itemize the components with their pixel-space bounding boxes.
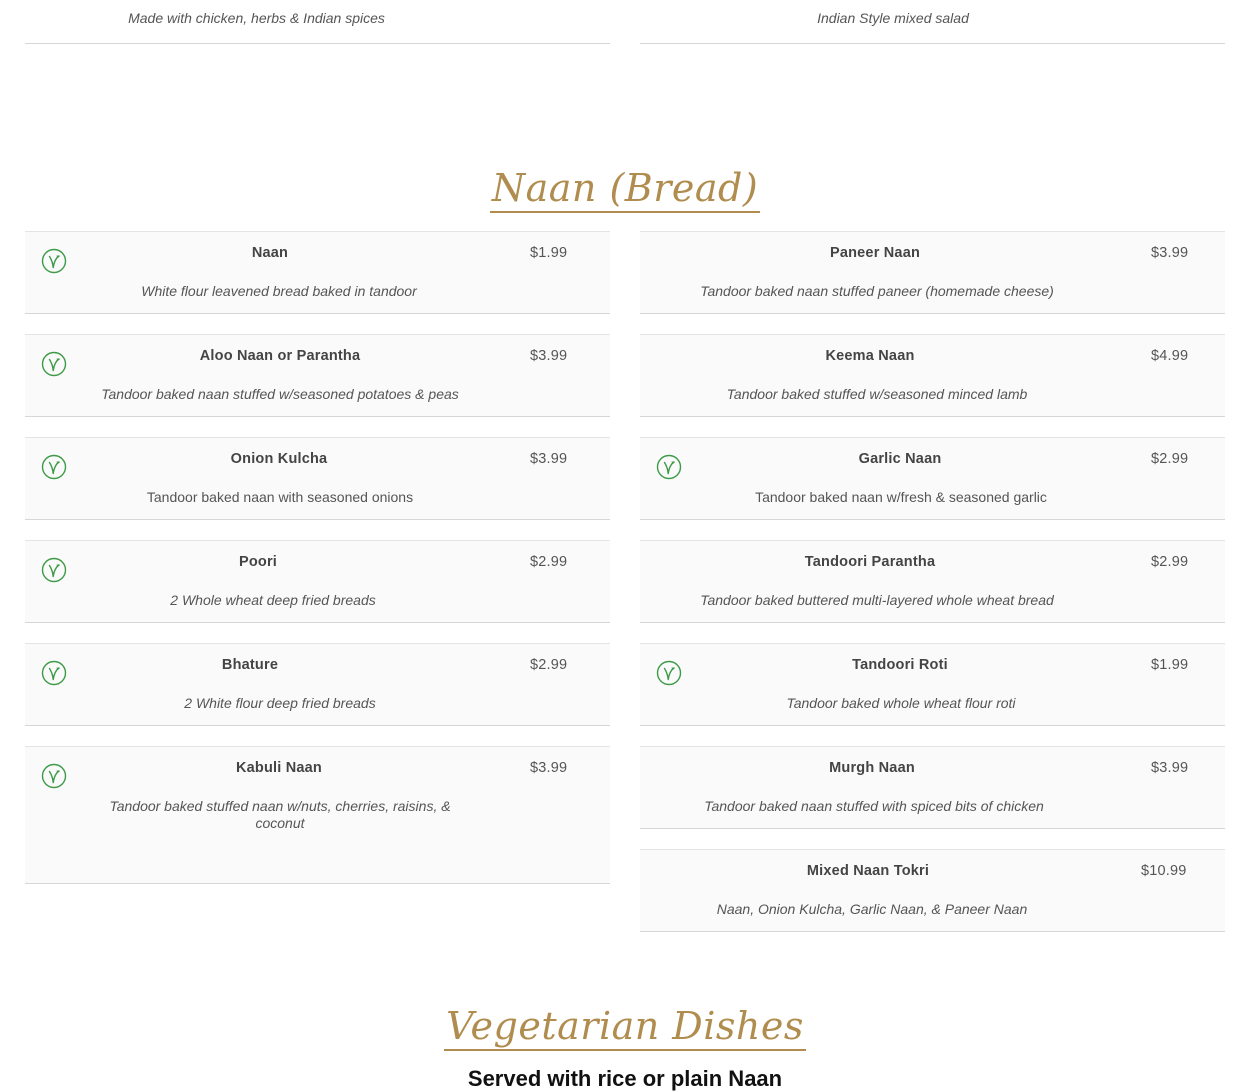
item-name: Aloo Naan or Parantha	[199, 348, 361, 364]
item-name: Paneer Naan	[829, 245, 921, 261]
item-name: Onion Kulcha	[230, 451, 328, 467]
item-description: 2 White flour deep fried breads	[184, 695, 376, 711]
item-name: Garlic Naan	[858, 451, 942, 467]
item-price: $3.99	[530, 451, 568, 467]
item-description: Indian Style mixed salad	[817, 10, 969, 26]
item-description: Tandoor baked naan stuffed paneer (homemade cheese)	[700, 283, 1054, 299]
item-name: Mixed Naan Tokri	[806, 863, 930, 879]
item-price: $2.99	[1151, 451, 1189, 467]
item-description: Tandoor baked naan with seasoned onions	[146, 489, 414, 505]
item-description: Tandoor baked naan stuffed w/seasoned potatoes & peas	[101, 386, 459, 402]
item-name: Bhature	[221, 657, 279, 673]
item-price: $10.99	[1141, 863, 1187, 879]
item-name: Murgh Naan	[829, 760, 915, 776]
section-subtitle: Served with rice or plain Naan	[467, 1066, 783, 1091]
item-name: Poori	[238, 554, 278, 570]
section-title-vegetarian: Vegetarian Dishes	[0, 1004, 1250, 1048]
menu-item-garlic-naan	[640, 437, 1225, 520]
item-price: $3.99	[1151, 245, 1189, 261]
item-price: $4.99	[1151, 348, 1189, 364]
vegetarian-leaf-icon	[41, 660, 67, 686]
item-description: Tandoor baked stuffed w/seasoned minced lamb	[726, 386, 1028, 402]
menu-item-keema-naan	[640, 334, 1225, 417]
item-description: Naan, Onion Kulcha, Garlic Naan, & Paneer Naan	[716, 901, 1028, 917]
item-description: White flour leavened bread baked in tandoor	[141, 283, 417, 299]
menu-item-card	[25, 0, 610, 44]
item-name: Tandoori Parantha	[804, 554, 936, 570]
menu-item-card	[640, 0, 1225, 44]
item-description: Tandoor baked naan stuffed with spiced bits of chicken	[704, 798, 1044, 814]
item-price: $3.99	[1151, 760, 1189, 776]
item-price: $2.99	[530, 554, 568, 570]
section-title-naan: Naan (Bread)	[0, 166, 1250, 210]
item-price: $1.99	[530, 245, 568, 261]
menu-item-aloo-naan	[25, 334, 610, 417]
menu-item-onion-kulcha	[25, 437, 610, 520]
item-name: Naan	[251, 245, 289, 261]
vegetarian-leaf-icon	[41, 557, 67, 583]
item-price: $2.99	[1151, 554, 1189, 570]
menu-item-murgh-naan	[640, 746, 1225, 829]
vegetarian-leaf-icon	[41, 351, 67, 377]
vegetarian-leaf-icon	[41, 248, 67, 274]
item-name: Kabuli Naan	[236, 760, 322, 776]
vegetarian-leaf-icon	[41, 454, 67, 480]
menu-item-mixed-naan-tokri	[640, 849, 1225, 932]
item-price: $3.99	[530, 348, 568, 364]
menu-item-bhature	[25, 643, 610, 726]
item-description: Tandoor baked buttered multi-layered whole wheat bread	[700, 592, 1054, 608]
item-price: $3.99	[530, 760, 568, 776]
item-description: 2 Whole wheat deep fried breads	[170, 592, 376, 608]
menu-item-paneer-naan	[640, 231, 1225, 314]
item-name: Tandoori Roti	[852, 657, 948, 673]
menu-item-tandoori-parantha	[640, 540, 1225, 623]
menu-item-tandoori-roti	[640, 643, 1225, 726]
item-description: Tandoor baked stuffed naan w/nuts, cherries, raisins, & coconut	[109, 798, 451, 831]
menu-item-poori	[25, 540, 610, 623]
item-description: Tandoor baked naan w/fresh & seasoned garlic	[755, 489, 1047, 505]
menu-item-kabuli-naan	[25, 746, 610, 884]
item-price: $2.99	[530, 657, 568, 673]
vegetarian-leaf-icon	[656, 454, 682, 480]
item-price: $1.99	[1151, 657, 1189, 673]
menu-item-naan	[25, 231, 610, 314]
vegetarian-leaf-icon	[41, 763, 67, 789]
item-name: Keema Naan	[825, 348, 915, 364]
item-description: Made with chicken, herbs & Indian spices	[128, 10, 385, 26]
vegetarian-leaf-icon	[656, 660, 682, 686]
item-description: Tandoor baked whole wheat flour roti	[786, 695, 1016, 711]
